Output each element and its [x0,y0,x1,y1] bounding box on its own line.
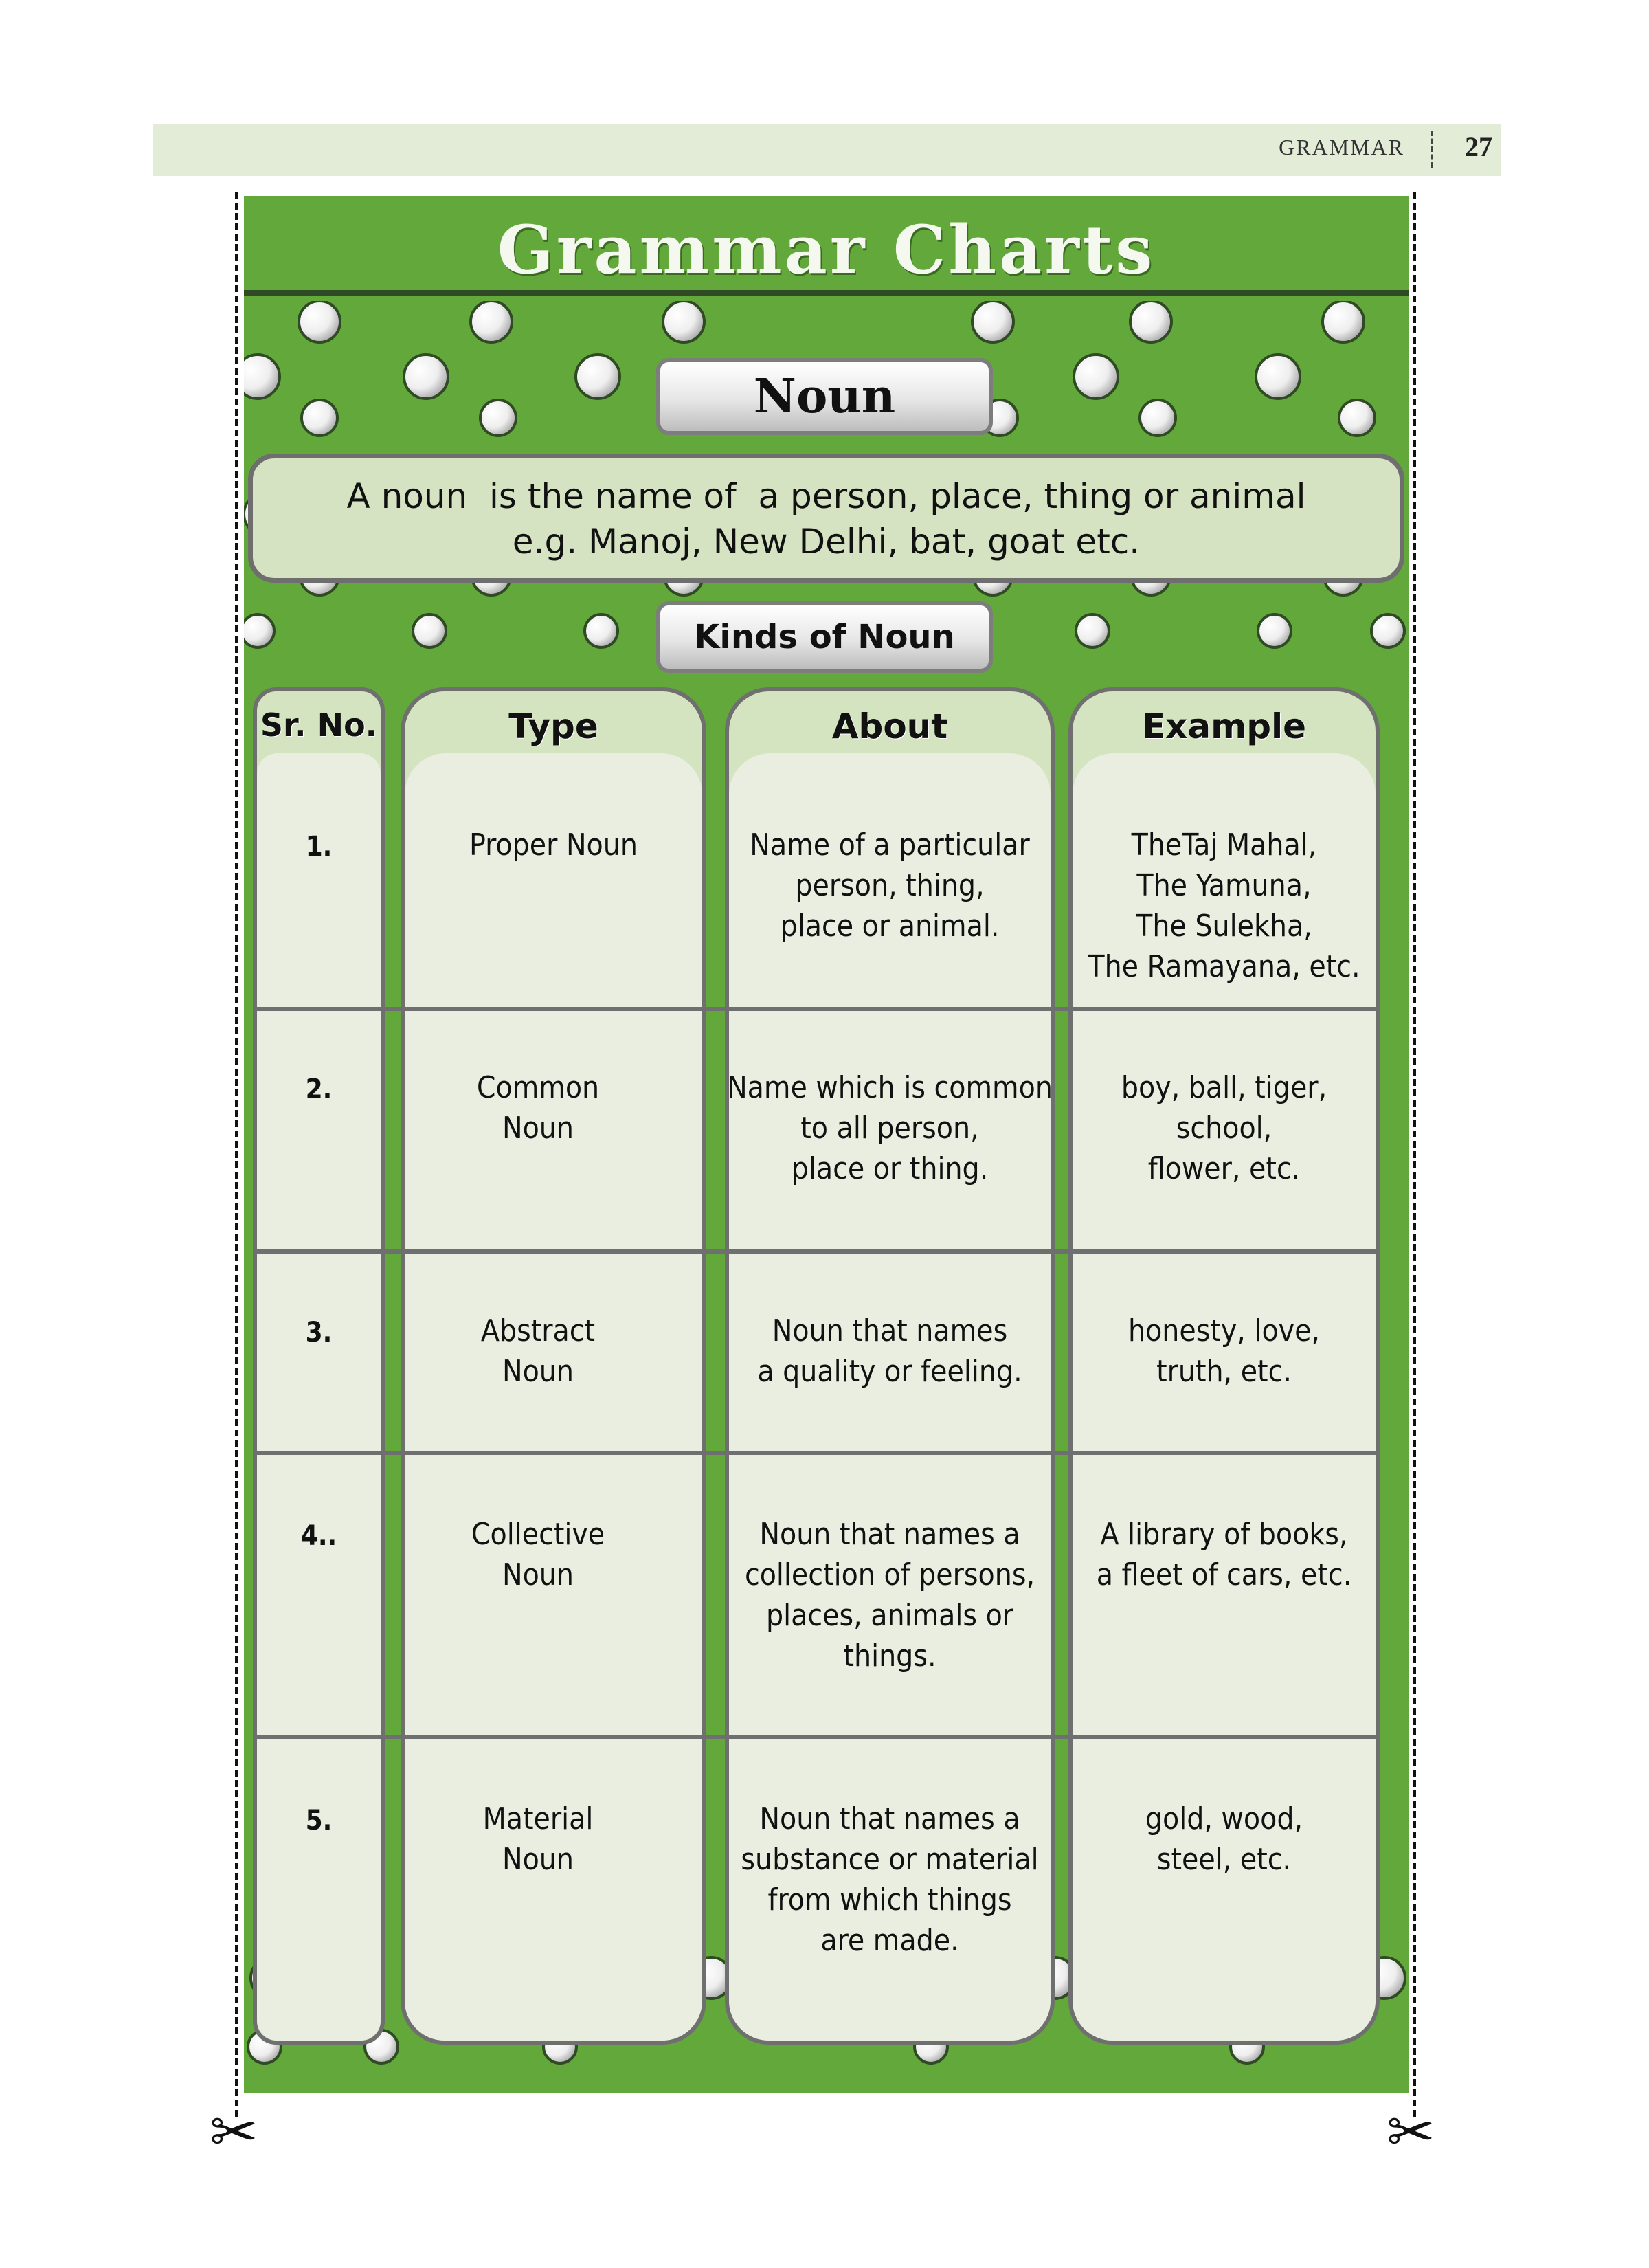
table-cell-sr: 1. [305,831,333,863]
topic-label: Noun [656,358,993,435]
cell-line: Noun that names a [759,1517,1020,1552]
cell-line: Noun [502,1354,574,1389]
polka-dot [1258,614,1291,647]
table-cell-about [725,825,1055,946]
cell-line: The Ramayana, etc. [1088,949,1360,984]
kinds-of-noun-label: Kinds of Noun [656,601,993,673]
polka-dot [585,614,618,647]
row-separator [253,1451,1380,1455]
cell-line: The Yamuna, [1136,868,1312,903]
column-header-sr-no: Sr. No. [260,707,378,744]
table-cell-sr: 4.. [300,1520,337,1552]
table-cell-example [1068,1514,1380,1595]
polka-dot [413,614,446,647]
scissors-icon: ✂ [210,2098,258,2166]
table-cell-about [725,1311,1055,1392]
cell-line: steel, etc. [1156,1842,1292,1877]
cut-line-left [235,192,238,2117]
polka-dot [1130,301,1171,342]
polka-dot [663,301,704,342]
chart-title: Grammar Charts [497,211,1156,289]
polka-dot [1074,355,1118,399]
table-cell-example [1068,1311,1380,1392]
table-cell-sr: 3. [305,1317,333,1348]
cell-line: Name of a particular [750,827,1030,863]
table-cell-type [401,1514,675,1595]
cell-line: a quality or feeling. [757,1354,1022,1389]
table-cell-example [1068,1067,1380,1189]
cell-line: Name which is common [727,1070,1053,1105]
scissors-icon: ✂ [1387,2098,1435,2166]
cell-line: place or thing. [791,1151,989,1186]
polka-dot [480,400,516,436]
cell-line: honesty, love, [1128,1313,1321,1348]
column-header-example: Example [1141,707,1307,746]
title-band [244,196,1409,296]
cell-line: places, animals or [765,1598,1014,1633]
row-separator [253,1735,1380,1739]
cell-line: Abstract [480,1313,596,1348]
column-header-about: About [831,707,948,746]
cell-line: Noun [502,1842,574,1877]
polka-dot [302,400,337,436]
cell-line: Collective [471,1517,605,1552]
cell-line: from which things [767,1882,1012,1917]
column-body [257,753,381,2041]
polka-dot [299,301,340,342]
cell-line: Common [476,1070,600,1105]
table-cell-type [401,825,706,865]
definition-line-1: A noun is the name of a person, place, thing or animal [346,476,1306,516]
running-header [153,124,1501,176]
table-cell-about [725,1514,1055,1676]
cell-line: TheTaj Mahal, [1131,827,1317,863]
grammar-chart [244,196,1409,2093]
cut-line-right [1413,192,1416,2117]
cell-line: gold, wood, [1145,1801,1303,1836]
cell-line: place or animal. [780,909,1000,944]
table-cell-example [1068,825,1380,987]
cell-line: Noun that names a [759,1801,1020,1836]
cell-line: Proper Noun [469,827,638,863]
polka-dot [1256,355,1300,399]
page-number: 27 [1465,131,1492,162]
definition-line-2: e.g. Manoj, New Delhi, bat, goat etc. [512,522,1141,562]
polka-dot [244,614,274,647]
table-cell-sr: 2. [305,1074,333,1105]
cell-line: flower, etc. [1147,1151,1301,1186]
row-separator [253,1007,1380,1011]
cell-line: to all person, [800,1111,979,1146]
table-cell-about [725,1067,1055,1189]
cell-line: collection of persons, [744,1557,1035,1592]
polka-dot [576,355,620,399]
cell-line: person, thing, [795,868,985,903]
polka-dot [244,355,280,399]
definition-box [248,454,1404,583]
table-cell-type [401,1311,675,1392]
header-separator [1431,131,1433,168]
cell-line: Noun [502,1557,574,1592]
table-cell-sr: 5. [305,1805,333,1836]
cell-line: A library of books, [1100,1517,1348,1552]
cell-line: a fleet of cars, etc. [1096,1557,1352,1592]
cell-line: things. [843,1638,936,1674]
table-cell-type [401,1799,675,1880]
polka-dot [404,355,448,399]
polka-dot [972,301,1013,342]
cell-line: are made. [820,1923,959,1958]
table-cell-example [1068,1799,1380,1880]
cell-line: truth, etc. [1156,1354,1292,1389]
running-head: GRAMMAR [1279,135,1404,159]
cell-line: school, [1176,1111,1272,1146]
table-cell-about [725,1799,1055,1961]
polka-dot [1323,301,1364,342]
cell-line: Noun [502,1111,574,1146]
table-cell-type [401,1067,675,1148]
polka-dot [1339,400,1375,436]
polka-dot [1140,400,1176,436]
cell-line: Noun that names [772,1313,1008,1348]
column-header-type: Type [508,707,598,746]
cell-line: boy, ball, tiger, [1121,1070,1327,1105]
row-separator [253,1249,1380,1254]
polka-dot [1076,614,1109,647]
polka-dot [471,301,512,342]
polka-dot [1371,614,1404,647]
cell-line: Material [482,1801,594,1836]
cell-line: The Sulekha, [1136,909,1312,944]
cell-line: substance or material [741,1842,1039,1877]
